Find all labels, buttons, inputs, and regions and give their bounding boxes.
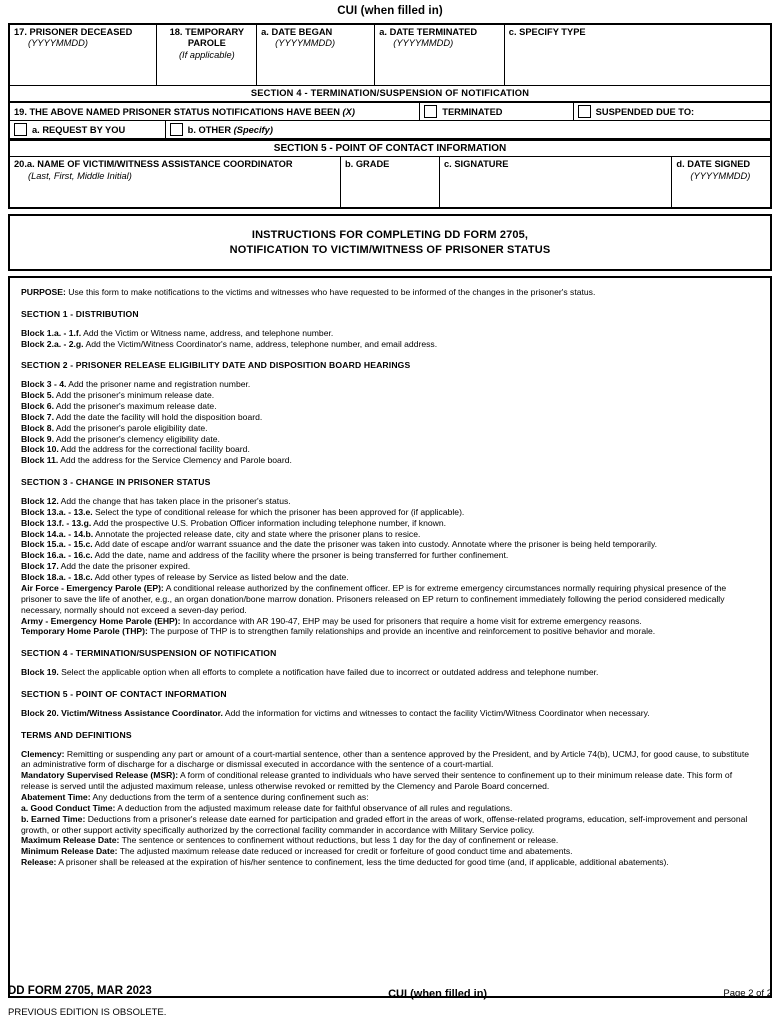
instructions-body-box xyxy=(8,276,772,998)
block-20b-label: b. GRADE xyxy=(344,159,390,170)
instruction-line xyxy=(21,496,759,507)
instruction-text: A deduction from the adjusted maximum release date for faithful observance of all rules and regulations. xyxy=(115,802,513,813)
instruction-line xyxy=(21,539,759,550)
checkbox-other[interactable] xyxy=(170,123,183,136)
page-number: Page 2 of 2 xyxy=(723,988,772,999)
instruction-line xyxy=(21,561,759,572)
field-block-20b[interactable] xyxy=(340,157,439,208)
instruction-text: Add the address for the correctional facility board. xyxy=(58,444,250,455)
section-3-blocks xyxy=(21,496,759,637)
instruction-label: Block 5. xyxy=(21,390,54,401)
instruction-label: Block 10. xyxy=(21,444,59,455)
instruction-text: The purpose of THP is to strengthen family relationships and provide an incentive and reinforcement to positive behavior and morale. xyxy=(147,626,656,637)
cui-banner-top: CUI (when filled in) xyxy=(337,5,443,17)
section-2-blocks xyxy=(21,379,759,466)
purpose-label: PURPOSE: xyxy=(21,287,66,298)
instruction-text: A form of conditional release granted to individuals who have served their sentence to confinement up to their minimum release date. This form of release is served until the adjusted maximum release, unless otherwise revoked or remitted by the Clemency and Parole Board concerned. xyxy=(21,770,733,792)
instruction-text: Add the information for victims and witnesses to contact the facility Victim/Witness Coordinator when necessary. xyxy=(222,707,650,718)
table-row xyxy=(9,157,771,208)
section-5-blocks xyxy=(21,708,759,719)
instruction-text: Add the date, name and address of the facility where the prsoner is being transferred for further confinement. xyxy=(92,550,509,561)
instruction-label: Army - Emergency Home Parole (EHP): xyxy=(21,615,181,626)
option-terminated[interactable] xyxy=(419,103,572,120)
instruction-label: Block 18.a. - 18.c. xyxy=(21,572,93,583)
instruction-line xyxy=(21,434,759,445)
instruction-label: Block 14.a. - 14.b. xyxy=(21,528,94,539)
block-18-label: 18. TEMPORARY xyxy=(169,27,245,37)
instruction-line xyxy=(21,518,759,529)
instruction-line xyxy=(21,572,759,583)
instruction-text: Add the Victim/Witness Coordinator's name, address, telephone number, and email address. xyxy=(83,338,438,349)
purpose-paragraph xyxy=(21,287,759,298)
instruction-text: Annotate the projected release date, city and state where the prisoner plans to resice. xyxy=(93,528,421,539)
instruction-line xyxy=(21,616,759,627)
instruction-text: Add the prisoner's maximum release date. xyxy=(53,401,217,412)
instruction-label: Air Force - Emergency Parole (EP): xyxy=(21,582,164,593)
instruction-text: Add the prisoner's clemency eligibility date. xyxy=(53,433,220,444)
instruction-text: Any deductions from the term of a sentence during confinement such as: xyxy=(90,791,369,802)
instruction-line xyxy=(21,770,759,792)
instruction-line xyxy=(21,412,759,423)
instruction-label: Release: xyxy=(21,857,57,868)
section-5-heading: SECTION 5 - POINT OF CONTACT INFORMATION xyxy=(21,688,227,699)
option-suspended[interactable] xyxy=(573,103,770,120)
block-20a-label: 20.a. NAME OF VICTIM/WITNESS ASSISTANCE COORDINATOR xyxy=(14,159,293,170)
page-footer xyxy=(8,985,772,1018)
instruction-label: Block 7. xyxy=(21,411,54,422)
instruction-label: Block 2.a. - 2.g. xyxy=(21,338,84,349)
terms-list xyxy=(21,749,759,868)
section-2-heading: SECTION 2 - PRISONER RELEASE ELIGIBILITY DATE AND DISPOSITION BOARD HEARINGS xyxy=(21,360,411,371)
terms-heading: TERMS AND DEFINITIONS xyxy=(21,729,132,740)
instruction-line xyxy=(21,529,759,540)
option-a-label: a. REQUEST BY YOU xyxy=(32,124,126,135)
field-block-18a[interactable] xyxy=(257,24,375,86)
block-17-hint: (YYYYMMDD) xyxy=(28,38,88,49)
option-other[interactable] xyxy=(165,121,770,138)
instruction-label: Block 19. xyxy=(21,667,59,678)
instruction-label: Block 8. xyxy=(21,422,54,433)
instruction-label: Maximum Release Date: xyxy=(21,835,120,846)
instruction-line xyxy=(21,379,759,390)
section-4-heading: SECTION 4 - TERMINATION/SUSPENSION OF NOTIFICATION xyxy=(21,648,277,659)
point-of-contact-table xyxy=(8,157,772,209)
option-suspended-label: SUSPENDED DUE TO: xyxy=(595,106,695,117)
instruction-label: Temporary Home Parole (THP): xyxy=(21,626,148,637)
instruction-text: Remitting or suspending any part or amount of a court-martial sentence, other than a sentence approved by the President, and by Article 74(b), UCMJ, for good cause, to substitute an administrative form of discharge for a discharge or dismissal executed in accordance with the sentence of a court-martial. xyxy=(21,748,750,770)
instruction-line xyxy=(21,803,759,814)
instruction-text: Deductions from a prisoner's release date earned for participation and graded effort in the areas of work, offense-related programs, education, self-improvement and personal growth, or other support activity specifically authorized by the correctional facility commander in accordance with Military Service policy. xyxy=(21,813,748,835)
instruction-text: Add the change that has taken place in the prisoner's status. xyxy=(58,496,291,507)
instruction-label: Block 20. Victim/Witness Assistance Coordinator. xyxy=(21,707,223,718)
form-id: DD FORM 2705, MAR 2023 xyxy=(8,985,152,997)
instruction-label: Block 16.a. - 16.c. xyxy=(21,550,93,561)
block-17-label: 17. PRISONER DECEASED xyxy=(14,27,133,37)
table-row xyxy=(9,24,771,86)
instruction-label: Block 6. xyxy=(21,401,54,412)
instruction-line xyxy=(21,857,759,868)
previous-edition-note: PREVIOUS EDITION IS OBSOLETE. xyxy=(8,1007,167,1018)
instructions-title-box xyxy=(8,214,772,271)
section-4-blocks xyxy=(21,667,759,678)
block-18-label2: PAROLE xyxy=(187,38,226,49)
block-19-text: 19. THE ABOVE NAMED PRISONER STATUS NOTIFICATIONS HAVE BEEN xyxy=(14,106,340,117)
instruction-line xyxy=(21,846,759,857)
instruction-label: Abatement Time: xyxy=(21,791,91,802)
option-request-by-you[interactable] xyxy=(10,121,165,138)
purpose-text: Use this form to make notifications to the victims and witnesses who have requested to be informed of the changes in the prisoner's status. xyxy=(65,287,596,298)
cui-banner-bottom: CUI (when filled in) xyxy=(388,988,488,1000)
instruction-label: Block 3 - 4. xyxy=(21,379,67,390)
instruction-text: Select the applicable option when all efforts to complete a notification have failed due to incorrect or outdated address and telephone number. xyxy=(58,667,599,678)
prisoner-status-table xyxy=(8,23,772,103)
checkbox-request-by-you[interactable] xyxy=(14,123,27,136)
field-block-17[interactable] xyxy=(9,24,156,86)
section-1-heading: SECTION 1 - DISTRIBUTION xyxy=(21,308,139,319)
block-19-suboptions-row xyxy=(8,121,772,140)
option-b-hint: (Specify) xyxy=(233,124,273,135)
instruction-text: Add the prospective U.S. Probation Officer information including telephone number, if known. xyxy=(91,517,446,528)
instruction-text: Add other types of release by Service as listed below and the date. xyxy=(92,572,349,583)
checkbox-terminated[interactable] xyxy=(424,105,437,118)
instruction-text: A prisoner shall be released at the expiration of his/her sentence to confinement, less the time deducted for good time (and, if applicable, additional abatements). xyxy=(56,857,669,868)
instruction-text: Add the address for the Service Clemency and Parole board. xyxy=(58,455,292,466)
instruction-line xyxy=(21,792,759,803)
field-block-18[interactable] xyxy=(156,24,257,86)
instruction-line xyxy=(21,401,759,412)
field-block-20d[interactable] xyxy=(672,157,771,208)
section-3-heading: SECTION 3 - CHANGE IN PRISONER STATUS xyxy=(21,477,211,488)
instruction-label: Block 17. xyxy=(21,561,59,572)
instruction-text: Add the date the facility will hold the disposition board. xyxy=(53,411,263,422)
block-19-statement xyxy=(10,103,419,120)
instruction-label: Clemency: xyxy=(21,748,65,759)
block-19-x-marker: (X) xyxy=(342,106,355,117)
instruction-line xyxy=(21,749,759,771)
section-1-blocks xyxy=(21,328,759,350)
instruction-text: Add the prisoner name and registration number. xyxy=(66,379,251,390)
instruction-line xyxy=(21,708,759,719)
field-block-18c[interactable] xyxy=(504,24,771,86)
instruction-text: The adjusted maximum release date reduced or increased for credit or forfeiture of good conduct time and abatements. xyxy=(117,846,573,857)
instruction-label: Block 12. xyxy=(21,496,59,507)
instruction-label: Block 9. xyxy=(21,433,54,444)
instruction-line xyxy=(21,455,759,466)
instruction-text: Add the prisoner's minimum release date. xyxy=(53,390,215,401)
instruction-line xyxy=(21,444,759,455)
section-5-bar: SECTION 5 - POINT OF CONTACT INFORMATION xyxy=(8,140,772,157)
option-b-label: b. OTHER xyxy=(187,124,232,135)
block-19-row xyxy=(8,103,772,121)
block-18b-label: a. DATE TERMINATED xyxy=(379,27,478,37)
instruction-text: Add date of escape and/or warrant ssuance and the date the prisoner was taken into custody. Annotate where the prisoner is being held temporarily. xyxy=(92,539,658,550)
table-row xyxy=(9,86,771,103)
instruction-line xyxy=(21,583,759,616)
instruction-label: Block 15.a. - 15.c. xyxy=(21,539,93,550)
block-18a-label: a. DATE BEGAN xyxy=(261,27,333,37)
instruction-label: Block 1.a. - 1.f. xyxy=(21,327,82,338)
instruction-label: Mandatory Supervised Release (MSR): xyxy=(21,770,179,781)
block-18-hint: (If applicable) xyxy=(178,49,235,60)
instructions-title-line1: INSTRUCTIONS FOR COMPLETING DD FORM 2705, xyxy=(251,229,529,242)
instruction-text: A conditional release authorized by the confinement officer. EP is for extreme emergency circumstances normally requiring physical presence of the prisoner to save the life of another, e.g., an organ donation/bone marrow donation. Prisoners released on EP return to confinement immediately following the period considered medically necessary, normally should not exceed a seven-day period. xyxy=(21,582,727,615)
instruction-line xyxy=(21,814,759,836)
block-18a-hint: (YYYYMMDD) xyxy=(275,38,336,49)
instruction-label: Block 13.a. - 13.e. xyxy=(21,506,93,517)
instruction-line xyxy=(21,626,759,637)
instruction-label: Block 13.f. - 13.g. xyxy=(21,517,92,528)
instruction-line xyxy=(21,390,759,401)
checkbox-suspended[interactable] xyxy=(578,105,591,118)
instruction-text: Add the date the prisoner expired. xyxy=(58,561,191,572)
instruction-line xyxy=(21,835,759,846)
instruction-line xyxy=(21,339,759,350)
instruction-text: Select the type of conditional release for which the prisoner has been approved for (if applicable). xyxy=(92,506,465,517)
instruction-label: b. Earned Time: xyxy=(21,813,86,824)
block-18b-hint: (YYYYMMDD) xyxy=(393,38,454,49)
field-block-20a[interactable] xyxy=(9,157,340,208)
instruction-line xyxy=(21,667,759,678)
instruction-label: Minimum Release Date: xyxy=(21,846,118,857)
block-20a-hint: (Last, First, Middle Initial) xyxy=(28,170,132,181)
instruction-line xyxy=(21,328,759,339)
block-20c-label: c. SIGNATURE xyxy=(444,159,509,170)
instruction-text: In accordance with AR 190-47, EHP may be used for prisoners that require a home visit for extreme emergency reasons. xyxy=(180,615,642,626)
section-4-bar: SECTION 4 - TERMINATION/SUSPENSION OF NOTIFICATION xyxy=(9,86,771,103)
instruction-label: Block 11. xyxy=(21,455,59,466)
option-terminated-label: TERMINATED xyxy=(442,106,503,117)
field-block-18b[interactable] xyxy=(375,24,505,86)
instruction-line xyxy=(21,423,759,434)
block-18c-label: c. SPECIFY TYPE xyxy=(508,27,586,37)
block-20d-label: d. DATE SIGNED xyxy=(676,159,751,170)
instruction-text: Add the prisoner's parole eligibility date. xyxy=(53,422,208,433)
instructions-title-line2: NOTIFICATION TO VICTIM/WITNESS OF PRISONER STATUS xyxy=(229,244,551,257)
instruction-line xyxy=(21,550,759,561)
field-block-20c[interactable] xyxy=(440,157,672,208)
instruction-text: Add the Victim or Witness name, address, and telephone number. xyxy=(81,327,334,338)
block-20d-hint: (YYYYMMDD) xyxy=(690,170,751,181)
instruction-text: The sentence or sentences to confinement without reductions, but less 1 day for the day of confinement or release. xyxy=(119,835,559,846)
instruction-line xyxy=(21,507,759,518)
instruction-label: a. Good Conduct Time: xyxy=(21,802,116,813)
